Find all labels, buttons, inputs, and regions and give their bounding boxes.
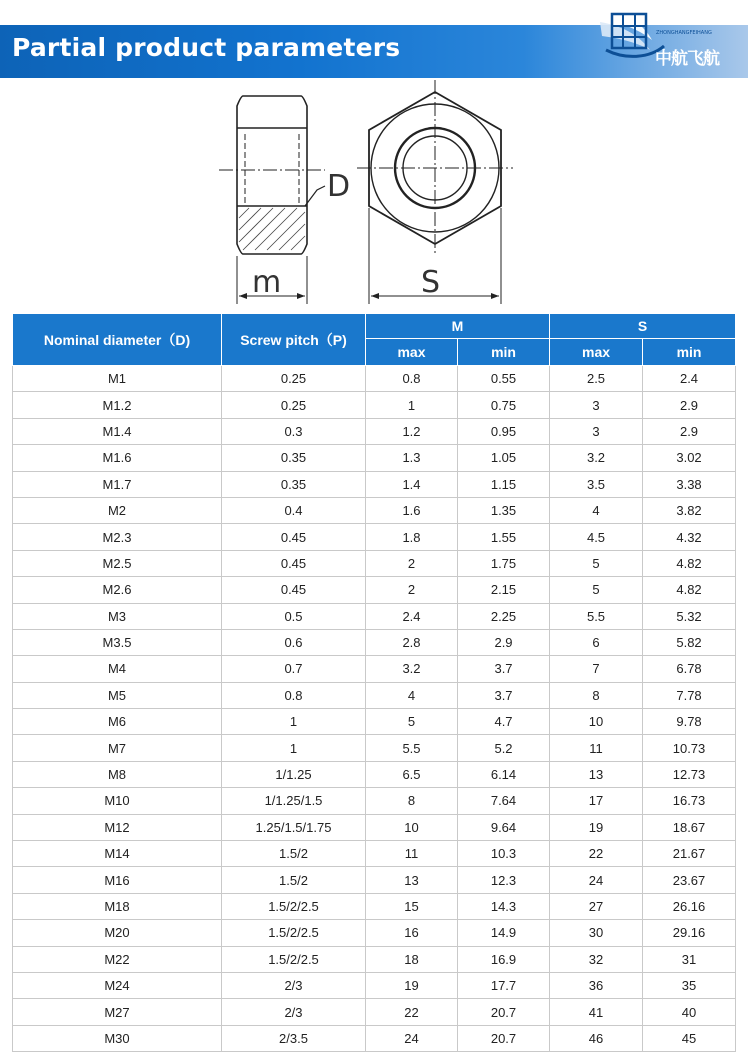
cell-s-max: 5	[550, 577, 643, 603]
table-row	[13, 366, 736, 392]
cell-pitch: 1.25/1.5/1.75	[222, 814, 366, 840]
cell-nominal: M1.6	[13, 445, 222, 471]
cell-pitch: 0.35	[222, 445, 366, 471]
cell-m-min: 1.35	[458, 497, 550, 523]
label-m: m	[252, 265, 282, 300]
cell-s-max: 7	[550, 656, 643, 682]
cell-s-max: 24	[550, 867, 643, 893]
header-nominal-diameter: Nominal diameter（D)	[13, 314, 222, 366]
table-row	[13, 1025, 736, 1051]
cell-nominal: M30	[13, 1025, 222, 1051]
cell-s-max: 8	[550, 682, 643, 708]
cell-m-max: 16	[366, 920, 458, 946]
cell-pitch: 0.45	[222, 524, 366, 550]
table-row	[13, 471, 736, 497]
header-m-min: min	[458, 339, 550, 366]
cell-pitch: 1.5/2/2.5	[222, 893, 366, 919]
cell-s-max: 5	[550, 550, 643, 576]
cell-m-max: 5	[366, 709, 458, 735]
table-row	[13, 682, 736, 708]
cell-m-min: 16.9	[458, 946, 550, 972]
cell-pitch: 1/1.25	[222, 761, 366, 787]
cell-m-max: 0.8	[366, 366, 458, 392]
cell-s-min: 45	[643, 1025, 736, 1051]
cell-pitch: 1.5/2	[222, 841, 366, 867]
table-row	[13, 656, 736, 682]
cell-m-max: 22	[366, 999, 458, 1025]
cell-pitch: 2/3	[222, 999, 366, 1025]
table-row	[13, 999, 736, 1025]
cell-nominal: M16	[13, 867, 222, 893]
cell-m-max: 18	[366, 946, 458, 972]
cell-nominal: M1.2	[13, 392, 222, 418]
cell-m-min: 3.7	[458, 656, 550, 682]
cell-m-max: 2	[366, 577, 458, 603]
cell-nominal: M2.5	[13, 550, 222, 576]
cell-pitch: 0.3	[222, 418, 366, 444]
table-row	[13, 418, 736, 444]
cell-m-min: 2.9	[458, 629, 550, 655]
cell-nominal: M7	[13, 735, 222, 761]
nut-side-view	[237, 96, 307, 254]
cell-m-max: 2.8	[366, 629, 458, 655]
cell-pitch: 1.5/2	[222, 867, 366, 893]
cell-s-max: 27	[550, 893, 643, 919]
cell-s-min: 4.32	[643, 524, 736, 550]
table-row	[13, 814, 736, 840]
logo-name: 中航飞航	[655, 49, 719, 69]
cell-s-max: 32	[550, 946, 643, 972]
cell-m-min: 20.7	[458, 999, 550, 1025]
cell-pitch: 0.5	[222, 603, 366, 629]
cell-m-min: 5.2	[458, 735, 550, 761]
cell-nominal: M1.4	[13, 418, 222, 444]
table-row	[13, 735, 736, 761]
header-screw-pitch: Screw pitch（P)	[222, 314, 366, 366]
cell-nominal: M20	[13, 920, 222, 946]
cell-s-min: 35	[643, 972, 736, 998]
cell-s-min: 18.67	[643, 814, 736, 840]
cell-m-max: 4	[366, 682, 458, 708]
cell-m-min: 4.7	[458, 709, 550, 735]
table-row	[13, 893, 736, 919]
cell-m-min: 12.3	[458, 867, 550, 893]
cell-m-min: 9.64	[458, 814, 550, 840]
cell-m-min: 7.64	[458, 788, 550, 814]
logo-subtitle: ZHONGHANGFEIHANG	[656, 30, 712, 36]
cell-pitch: 1	[222, 735, 366, 761]
cell-nominal: M18	[13, 893, 222, 919]
cell-nominal: M8	[13, 761, 222, 787]
cell-s-max: 10	[550, 709, 643, 735]
cell-m-max: 15	[366, 893, 458, 919]
cell-m-min: 1.75	[458, 550, 550, 576]
cell-nominal: M1.7	[13, 471, 222, 497]
cell-s-max: 3	[550, 392, 643, 418]
cell-nominal: M2	[13, 497, 222, 523]
cell-s-min: 29.16	[643, 920, 736, 946]
cell-s-min: 31	[643, 946, 736, 972]
cell-m-min: 2.25	[458, 603, 550, 629]
cell-s-max: 22	[550, 841, 643, 867]
cell-pitch: 0.25	[222, 366, 366, 392]
cell-s-max: 36	[550, 972, 643, 998]
table-row	[13, 524, 736, 550]
cell-s-min: 23.67	[643, 867, 736, 893]
cell-s-min: 4.82	[643, 577, 736, 603]
cell-pitch: 0.8	[222, 682, 366, 708]
cell-s-max: 2.5	[550, 366, 643, 392]
hex-nut-drawing	[205, 78, 535, 308]
cell-s-min: 26.16	[643, 893, 736, 919]
cell-m-max: 3.2	[366, 656, 458, 682]
cell-pitch: 0.45	[222, 550, 366, 576]
cell-s-max: 4.5	[550, 524, 643, 550]
header-s-min: min	[643, 339, 736, 366]
cell-s-max: 3.2	[550, 445, 643, 471]
cell-s-min: 9.78	[643, 709, 736, 735]
cell-pitch: 1.5/2/2.5	[222, 946, 366, 972]
cell-nominal: M2.6	[13, 577, 222, 603]
cell-s-max: 30	[550, 920, 643, 946]
cell-m-min: 17.7	[458, 972, 550, 998]
cell-pitch: 1	[222, 709, 366, 735]
cell-s-min: 2.4	[643, 366, 736, 392]
header-m-group: M	[366, 314, 550, 339]
cell-s-max: 6	[550, 629, 643, 655]
cell-s-min: 12.73	[643, 761, 736, 787]
cell-pitch: 0.4	[222, 497, 366, 523]
cell-s-min: 7.78	[643, 682, 736, 708]
table-row	[13, 972, 736, 998]
cell-m-min: 6.14	[458, 761, 550, 787]
cell-pitch: 2/3	[222, 972, 366, 998]
cell-s-max: 3.5	[550, 471, 643, 497]
cell-m-max: 6.5	[366, 761, 458, 787]
cell-nominal: M3	[13, 603, 222, 629]
cell-s-min: 40	[643, 999, 736, 1025]
cell-s-min: 10.73	[643, 735, 736, 761]
page-title: Partial product parameters	[12, 33, 401, 62]
table-row	[13, 445, 736, 471]
cell-m-max: 1.8	[366, 524, 458, 550]
cell-s-max: 11	[550, 735, 643, 761]
cell-nominal: M10	[13, 788, 222, 814]
cell-pitch: 1.5/2/2.5	[222, 920, 366, 946]
cell-s-min: 2.9	[643, 392, 736, 418]
header-s-group: S	[550, 314, 736, 339]
cell-s-min: 3.02	[643, 445, 736, 471]
cell-nominal: M12	[13, 814, 222, 840]
cell-pitch: 0.45	[222, 577, 366, 603]
cell-m-min: 10.3	[458, 841, 550, 867]
cell-m-min: 1.15	[458, 471, 550, 497]
cell-m-max: 2	[366, 550, 458, 576]
cell-nominal: M1	[13, 366, 222, 392]
cell-s-min: 3.38	[643, 471, 736, 497]
label-d: D	[327, 169, 351, 204]
cell-m-min: 0.95	[458, 418, 550, 444]
table-row	[13, 629, 736, 655]
cell-s-min: 5.32	[643, 603, 736, 629]
cell-m-max: 11	[366, 841, 458, 867]
cell-m-min: 14.9	[458, 920, 550, 946]
cell-pitch: 1/1.25/1.5	[222, 788, 366, 814]
cell-pitch: 2/3.5	[222, 1025, 366, 1051]
table-row	[13, 867, 736, 893]
table-row	[13, 788, 736, 814]
cell-s-max: 41	[550, 999, 643, 1025]
table-row	[13, 841, 736, 867]
table-row	[13, 550, 736, 576]
cell-m-min: 0.75	[458, 392, 550, 418]
cell-nominal: M6	[13, 709, 222, 735]
cell-m-max: 1	[366, 392, 458, 418]
cell-m-min: 1.05	[458, 445, 550, 471]
cell-s-min: 21.67	[643, 841, 736, 867]
cell-pitch: 0.25	[222, 392, 366, 418]
cell-s-max: 19	[550, 814, 643, 840]
cell-s-min: 5.82	[643, 629, 736, 655]
cell-nominal: M22	[13, 946, 222, 972]
cell-m-max: 1.4	[366, 471, 458, 497]
header-m-max: max	[366, 339, 458, 366]
cell-s-max: 5.5	[550, 603, 643, 629]
cell-s-max: 3	[550, 418, 643, 444]
cell-m-min: 14.3	[458, 893, 550, 919]
header-s-max: max	[550, 339, 643, 366]
cell-m-max: 1.6	[366, 497, 458, 523]
cell-nominal: M24	[13, 972, 222, 998]
cell-m-min: 20.7	[458, 1025, 550, 1051]
cell-nominal: M3.5	[13, 629, 222, 655]
cell-m-max: 1.3	[366, 445, 458, 471]
cell-s-max: 13	[550, 761, 643, 787]
table-row	[13, 392, 736, 418]
cell-s-min: 3.82	[643, 497, 736, 523]
cell-nominal: M5	[13, 682, 222, 708]
cell-m-max: 8	[366, 788, 458, 814]
cell-m-min: 2.15	[458, 577, 550, 603]
cell-nominal: M4	[13, 656, 222, 682]
cell-m-min: 3.7	[458, 682, 550, 708]
cell-s-max: 17	[550, 788, 643, 814]
cell-s-min: 4.82	[643, 550, 736, 576]
cell-m-min: 1.55	[458, 524, 550, 550]
cell-s-max: 46	[550, 1025, 643, 1051]
table-body	[13, 366, 736, 1052]
cell-s-min: 2.9	[643, 418, 736, 444]
cell-nominal: M14	[13, 841, 222, 867]
cell-nominal: M27	[13, 999, 222, 1025]
cell-m-min: 0.55	[458, 366, 550, 392]
cell-m-max: 10	[366, 814, 458, 840]
cell-s-max: 4	[550, 497, 643, 523]
cell-m-max: 5.5	[366, 735, 458, 761]
table-row	[13, 497, 736, 523]
cell-pitch: 0.7	[222, 656, 366, 682]
parameters-table	[12, 313, 736, 1052]
cell-s-min: 6.78	[643, 656, 736, 682]
cell-m-max: 24	[366, 1025, 458, 1051]
cell-pitch: 0.6	[222, 629, 366, 655]
label-s: S	[421, 265, 441, 300]
cell-m-max: 2.4	[366, 603, 458, 629]
table-row	[13, 603, 736, 629]
cell-s-min: 16.73	[643, 788, 736, 814]
table-row	[13, 709, 736, 735]
table-row	[13, 920, 736, 946]
cell-m-max: 1.2	[366, 418, 458, 444]
table-row	[13, 761, 736, 787]
table-row	[13, 577, 736, 603]
cell-nominal: M2.3	[13, 524, 222, 550]
cell-m-max: 19	[366, 972, 458, 998]
cell-m-max: 13	[366, 867, 458, 893]
cell-pitch: 0.35	[222, 471, 366, 497]
table-row	[13, 946, 736, 972]
